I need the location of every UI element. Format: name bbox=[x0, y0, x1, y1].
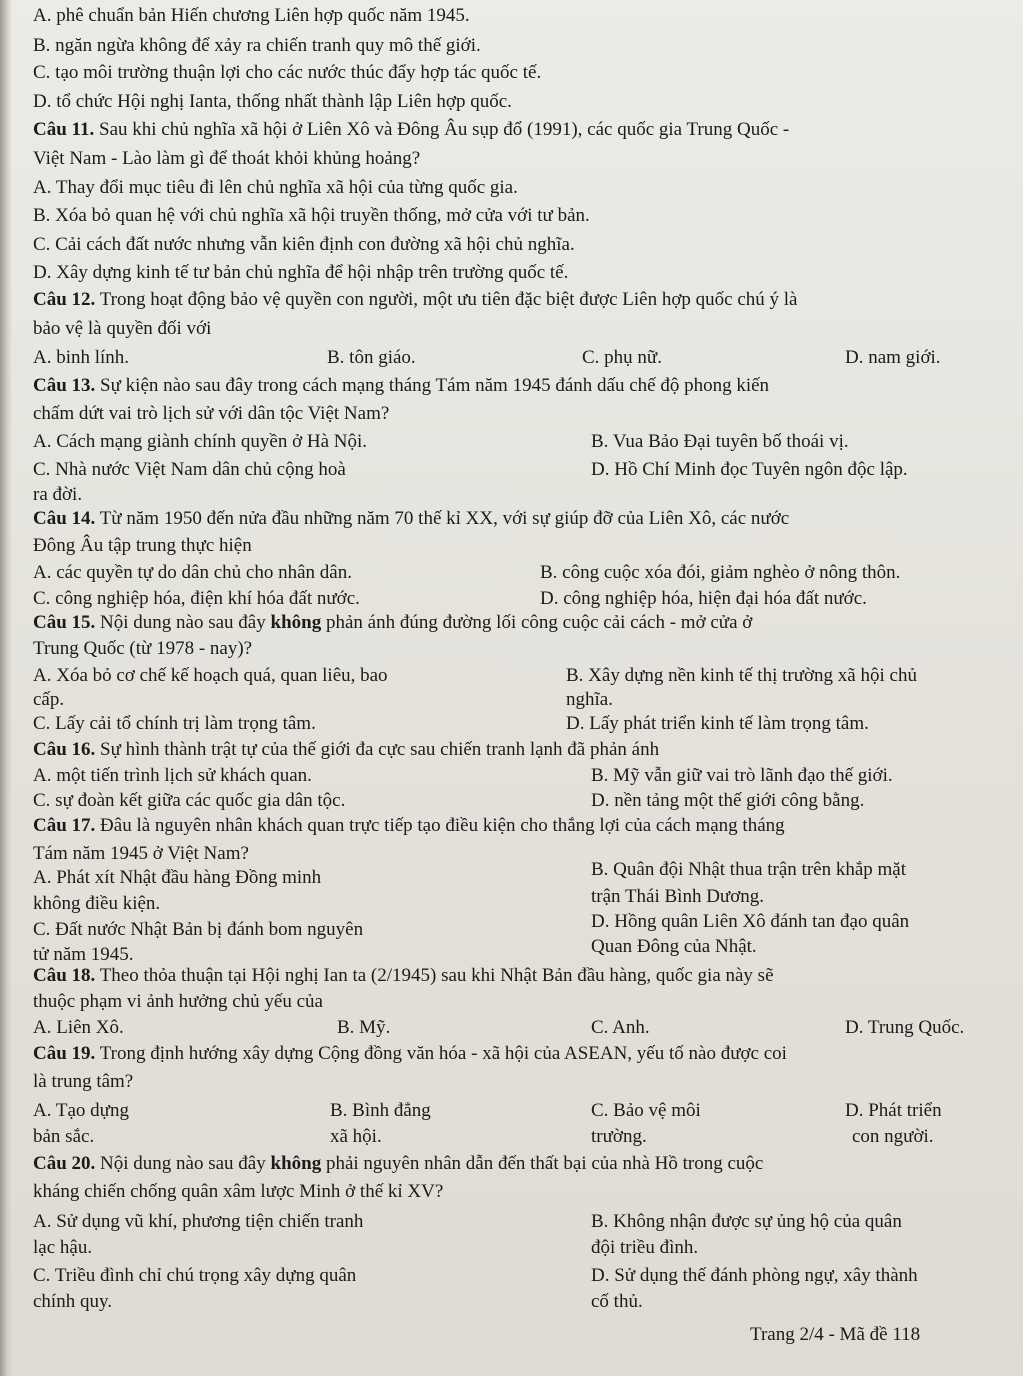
q13-option-d: D. Hồ Chí Minh đọc Tuyên ngôn độc lập. bbox=[591, 459, 908, 480]
q16-option-d: D. nền tảng một thế giới công bằng. bbox=[591, 790, 865, 811]
q14-label: Câu 14. bbox=[33, 508, 96, 529]
q18-option-c: C. Anh. bbox=[591, 1017, 650, 1038]
q12-label: Câu 12. bbox=[33, 289, 96, 310]
q11-option-b: B. Xóa bỏ quan hệ với chủ nghĩa xã hội truyền thống, mở cửa với tư bản. bbox=[33, 205, 590, 226]
q17-option-d-line1: D. Hồng quân Liên Xô đánh tan đạo quân bbox=[591, 911, 910, 932]
q17-stem-line1: Câu 17. Đâu là nguyên nhân khách quan trực tiếp tạo điều kiện cho thắng lợi của cách mạng tháng bbox=[33, 815, 785, 836]
q14-option-b: B. công cuộc xóa đói, giảm nghèo ở nông thôn. bbox=[540, 562, 901, 583]
page-footer: Trang 2/4 - Mã đề 118 bbox=[750, 1324, 921, 1345]
q15-option-a-line1: A. Xóa bỏ cơ chế kế hoạch quá, quan liêu, bao bbox=[33, 665, 388, 686]
q20-option-c-line2: chính quy. bbox=[33, 1291, 112, 1312]
q11-label: Câu 11. bbox=[33, 119, 95, 140]
q13-option-c-line2: ra đời. bbox=[33, 484, 83, 505]
q15-option-b-line1: B. Xây dựng nền kinh tế thị trường xã hội chủ bbox=[566, 665, 917, 686]
q16-stem-line1: Câu 16. Sự hình thành trật tự của thế giới đa cực sau chiến tranh lạnh đã phản ánh bbox=[33, 739, 660, 760]
q17-option-d-line2: Quan Đông của Nhật. bbox=[591, 936, 757, 957]
q13-stem-line2: chấm dứt vai trò lịch sử với dân tộc Việt Nam? bbox=[33, 403, 390, 424]
q11-stem-line1: Câu 11. Sau khi chủ nghĩa xã hội ở Liên Xô và Đông Âu sụp đổ (1991), các quốc gia Trung Quốc - bbox=[33, 119, 790, 140]
q18-stem-line1: Câu 18. Theo thỏa thuận tại Hội nghị Ian ta (2/1945) sau khi Nhật Bản đầu hàng, quốc gia này sẽ bbox=[33, 965, 774, 986]
q20-option-d-line2: cố thủ. bbox=[591, 1291, 643, 1312]
q14-stem-line2: Đông Âu tập trung thực hiện bbox=[33, 535, 252, 556]
q12-stem-line1: Câu 12. Trong hoạt động bảo vệ quyền con người, một ưu tiên đặc biệt được Liên hợp quốc chú ý là bbox=[33, 289, 798, 310]
q12-option-a: A. binh lính. bbox=[33, 347, 130, 368]
q20-option-c-line1: C. Triều đình chỉ chú trọng xây dựng quân bbox=[33, 1265, 357, 1286]
q18-option-a: A. Liên Xô. bbox=[33, 1017, 124, 1038]
q20-stem-line2: kháng chiến chống quân xâm lược Minh ở thế kỉ XV? bbox=[33, 1181, 444, 1202]
q20-option-a-line2: lạc hậu. bbox=[33, 1237, 93, 1258]
q17-label: Câu 17. bbox=[33, 815, 96, 836]
q17-option-a-line2: không điều kiện. bbox=[33, 893, 161, 914]
q16-option-c: C. sự đoàn kết giữa các quốc gia dân tộc. bbox=[33, 790, 346, 811]
q10-option-c: C. tạo môi trường thuận lợi cho các nước thúc đẩy hợp tác quốc tế. bbox=[33, 62, 542, 83]
q15-option-c: C. Lấy cải tổ chính trị làm trọng tâm. bbox=[33, 713, 316, 734]
q19-stem-line2: là trung tâm? bbox=[33, 1071, 134, 1092]
q20-option-a-line1: A. Sử dụng vũ khí, phương tiện chiến tranh bbox=[33, 1211, 364, 1232]
q19-option-a-line1: A. Tạo dựng bbox=[33, 1100, 129, 1121]
q12-option-b: B. tôn giáo. bbox=[327, 347, 416, 368]
q20-label: Câu 20. bbox=[33, 1153, 96, 1174]
q11-stem-line2: Việt Nam - Lào làm gì để thoát khỏi khủng hoảng? bbox=[33, 148, 421, 169]
q10-option-d: D. tổ chức Hội nghị Ianta, thống nhất thành lập Liên hợp quốc. bbox=[33, 91, 512, 112]
q20-option-b-line1: B. Không nhận được sự ủng hộ của quân bbox=[591, 1211, 902, 1232]
q17-option-b-line1: B. Quân đội Nhật thua trận trên khắp mặt bbox=[591, 859, 907, 880]
q17-option-b-line2: trận Thái Bình Dương. bbox=[591, 886, 765, 907]
q19-option-c-line1: C. Bảo vệ môi bbox=[591, 1100, 701, 1121]
q15-stem-line1: Câu 15. Nội dung nào sau đây không phản ánh đúng đường lối công cuộc cải cách - mở cửa ở bbox=[33, 612, 753, 633]
q12-option-d: D. nam giới. bbox=[845, 347, 941, 368]
q19-option-b-line1: B. Bình đẳng bbox=[330, 1100, 431, 1121]
q13-option-b: B. Vua Bảo Đại tuyên bố thoái vị. bbox=[591, 431, 849, 452]
q14-stem-line1: Câu 14. Từ năm 1950 đến nửa đầu những năm 70 thế kỉ XX, với sự giúp đỡ của Liên Xô, các nước bbox=[33, 508, 790, 529]
q19-option-d-line2: con người. bbox=[852, 1126, 934, 1147]
q19-option-d-line1: D. Phát triển bbox=[845, 1100, 942, 1121]
q14-option-d: D. công nghiệp hóa, hiện đại hóa đất nước. bbox=[540, 588, 867, 609]
q18-label: Câu 18. bbox=[33, 965, 96, 986]
q10-option-b: B. ngăn ngừa không để xảy ra chiến tranh quy mô thế giới. bbox=[33, 35, 481, 56]
q13-stem-line1: Câu 13. Sự kiện nào sau đây trong cách mạng tháng Tám năm 1945 đánh dấu chế độ phong kiến bbox=[33, 375, 770, 396]
q19-stem-line1: Câu 19. Trong định hướng xây dựng Cộng đồng văn hóa - xã hội của ASEAN, yếu tố nào được coi bbox=[33, 1043, 787, 1064]
q19-label: Câu 19. bbox=[33, 1043, 96, 1064]
q15-option-a-line2: cấp. bbox=[33, 689, 65, 710]
q13-label: Câu 13. bbox=[33, 375, 96, 396]
q11-option-d: D. Xây dựng kinh tế tư bản chủ nghĩa để hội nhập trên trường quốc tế. bbox=[33, 262, 569, 283]
q15-stem-line2: Trung Quốc (từ 1978 - nay)? bbox=[33, 638, 253, 659]
q10-option-a: A. phê chuẩn bản Hiến chương Liên hợp quốc năm 1945. bbox=[33, 5, 470, 26]
q12-stem-line2: bảo vệ là quyền đối với bbox=[33, 318, 212, 339]
q16-option-a: A. một tiến trình lịch sử khách quan. bbox=[33, 765, 312, 786]
q17-option-a-line1: A. Phát xít Nhật đầu hàng Đồng minh bbox=[33, 867, 322, 888]
page-shadow-edge bbox=[0, 0, 12, 1376]
q16-label: Câu 16. bbox=[33, 739, 96, 760]
q14-option-a: A. các quyền tự do dân chủ cho nhân dân. bbox=[33, 562, 352, 583]
q20-stem-line1: Câu 20. Nội dung nào sau đây không phải nguyên nhân dẫn đến thất bại của nhà Hồ trong cuộc bbox=[33, 1153, 764, 1174]
q19-option-a-line2: bản sắc. bbox=[33, 1126, 95, 1147]
q18-stem-line2: thuộc phạm vi ảnh hưởng chủ yếu của bbox=[33, 991, 323, 1012]
q15-option-b-line2: nghĩa. bbox=[566, 689, 613, 710]
q14-option-c: C. công nghiệp hóa, điện khí hóa đất nước. bbox=[33, 588, 360, 609]
q17-option-c-line1: C. Đất nước Nhật Bản bị đánh bom nguyên bbox=[33, 919, 364, 940]
q19-option-c-line2: trường. bbox=[591, 1126, 647, 1147]
q17-option-c-line2: tử năm 1945. bbox=[33, 944, 134, 965]
q20-option-d-line1: D. Sử dụng thế đánh phòng ngự, xây thành bbox=[591, 1265, 918, 1286]
q12-option-c: C. phụ nữ. bbox=[582, 347, 662, 368]
q18-option-b: B. Mỹ. bbox=[337, 1017, 391, 1038]
q16-option-b: B. Mỹ vẫn giữ vai trò lãnh đạo thế giới. bbox=[591, 765, 893, 786]
q11-option-a: A. Thay đổi mục tiêu đi lên chủ nghĩa xã hội của từng quốc gia. bbox=[33, 177, 518, 198]
q13-option-a: A. Cách mạng giành chính quyền ở Hà Nội. bbox=[33, 431, 368, 452]
q20-option-b-line2: đội triều đình. bbox=[591, 1237, 699, 1258]
q19-option-b-line2: xã hội. bbox=[330, 1126, 382, 1147]
q13-option-c-line1: C. Nhà nước Việt Nam dân chủ cộng hoà bbox=[33, 459, 346, 480]
q15-option-d: D. Lấy phát triển kinh tế làm trọng tâm. bbox=[566, 713, 869, 734]
q15-label: Câu 15. bbox=[33, 612, 96, 633]
q17-stem-line2: Tám năm 1945 ở Việt Nam? bbox=[33, 843, 249, 864]
q18-option-d: D. Trung Quốc. bbox=[845, 1017, 965, 1038]
q11-option-c: C. Cải cách đất nước nhưng vẫn kiên định con đường xã hội chủ nghĩa. bbox=[33, 234, 575, 255]
